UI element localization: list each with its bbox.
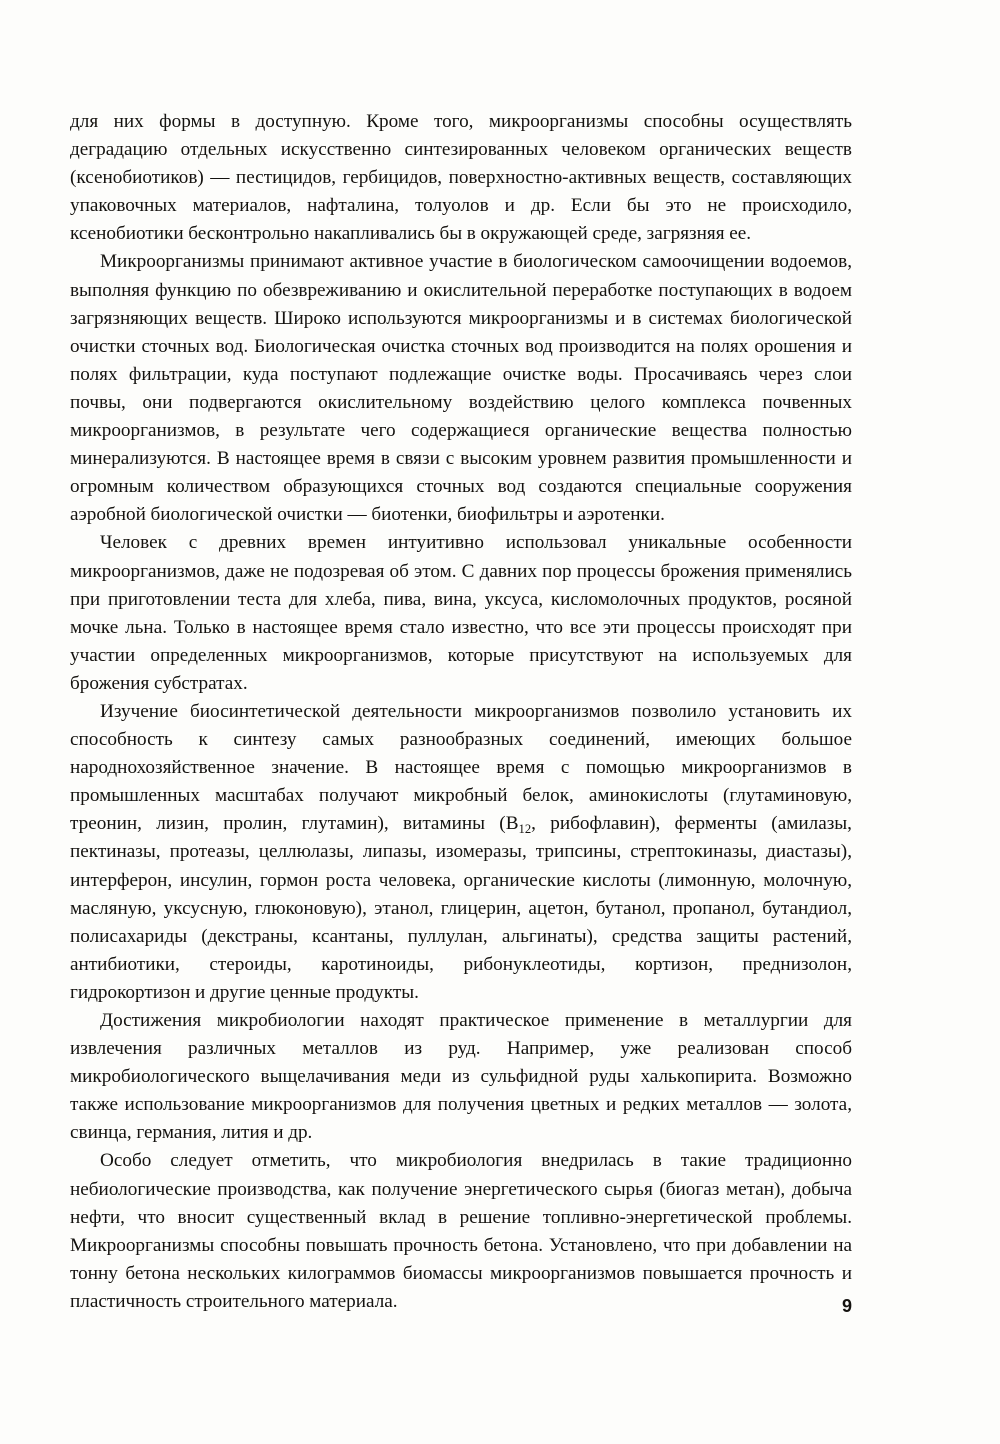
paragraph-3: Человек с древних времен интуитивно использовал уникальные особенности микроорганизмов, даже не подозревая об этом. С давних пор процессы брожения применялись при приготовлении теста для хлеба, пива, вина, уксуса, кисломолочных продуктов, росяной мочке льна. Только в настоящее время стало известно, что все эти процессы происходят при участии определенных микроорганизмов, которые присутствуют на используемых для брожения субстратах. xyxy=(70,532,852,694)
paragraph-5: Достижения микробиологии находят практическое применение в металлургии для извлечения различных металлов из руд. Например, уже реализован способ микробиологического выщелачивания меди из сульфидной руды халькопирита. Возможно также использование микроорганизмов для получения цветных и редких металлов — золота, свинца, германия, лития и др. xyxy=(70,1010,852,1144)
paragraph-2: Микроорганизмы принимают активное участие в биологическом самоочищении водоемов, выполняя функцию по обезвреживанию и окислительной переработке поступающих в водоем загрязняющих веществ. Широко используются микроорганизмы и в системах биологической очистки сточных вод. Биологическая очистка сточных вод производится на полях орошения и полях фильтрации, куда поступают подлежащие очистке воды. Просачиваясь через слои почвы, они подвергаются окислительному воздействию целого комплекса почвенных микроорганизмов, в результате чего содержащиеся органические вещества полностью минерализуются. В настоящее время в связи с высоким уровнем развития промышленности и огромным количеством образующихся сточных вод создаются специальные сооружения аэробной биологической очистки — биотенки, биофильтры и аэротенки. xyxy=(70,251,852,526)
page-number: 9 xyxy=(841,1296,852,1316)
vitamin-b12-subscript: 12 xyxy=(518,822,532,837)
paragraph-1: для них формы в доступную. Кроме того, микроорганизмы способны осуществлять деградацию отдельных искусственно синтезированных человеком органических веществ (ксенобиотиков) — пестицидов, гербицидов, поверхностно-активных веществ, составляющих упаковочных материалов, нафталина, толуолов и др. Если бы это не происходило, ксенобиотики бесконтрольно накапливались бы в окружающей среде, загрязняя ее. xyxy=(70,111,852,245)
paragraph-6: Особо следует отметить, что микробиология внедрилась в такие традиционно небиологические производства, как получение энергетического сырья (биогаз метан), добыча нефти, что вносит существенный вклад в решение топливно-энергетической проблемы. Микроорганизмы способны повышать прочность бетона. Установлено, что при добавлении на тонну бетона нескольких килограммов биомассы микроорганизмов повышается прочность и пластичность строительного материала. xyxy=(70,1150,852,1312)
page-text-column xyxy=(70,108,852,1316)
paragraph-4-text-after: , рибофлавин), ферменты (амилазы, пектиназы, протеазы, целлюлазы, липазы, изомеразы, трипсины, стрептокиназы, диастазы), интерферон, инсулин, гормон роста человека, органические кислоты (лимонную, молочную, масляную, уксусную, глюконовую), этанол, глицерин, ацетон, бутанол, пропанол, бутандиол, полисахариды (декстраны, ксантаны, пуллулан, альгинаты), средства защиты растений, антибиотики, стероиды, каротиноиды, рибонуклеотиды, кортизон, преднизолон, гидрокортизон и другие ценные продукты. xyxy=(70,813,852,1003)
paragraph-4 xyxy=(70,698,852,1007)
paragraph-4-text-before: Изучение биосинтетической деятельности микроорганизмов позволило установить их способность к синтезу самых разнообразных соединений, имеющих большое народнохозяйственное значение. В настоящее время с помощью микроорганизмов в промышленных масштабах получают микробный белок, аминокислоты (глутаминовую, треонин, лизин, пролин, глутамин), витамины (B xyxy=(70,700,852,835)
